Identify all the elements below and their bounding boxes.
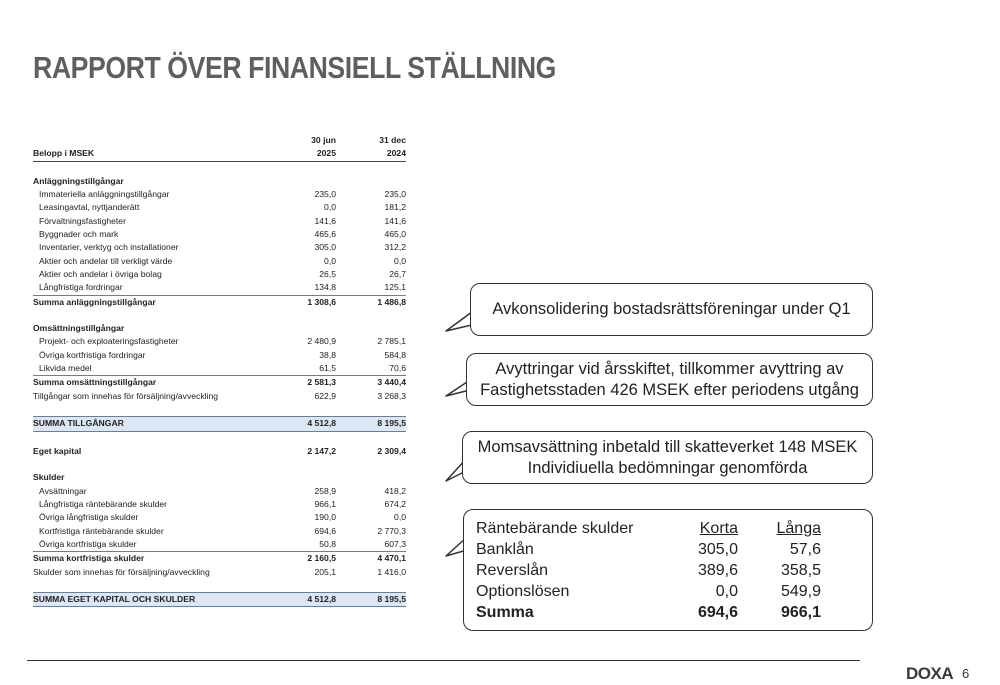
balance-sheet-table: [33, 134, 406, 607]
table-row: Aktier och andelar i övriga bolag 26,5 26,7: [39, 268, 406, 279]
table-row: Byggnader och mark 465,6 465,0: [39, 229, 406, 240]
callout-avyttringar: [466, 353, 873, 406]
unit-label: Belopp i MSEK: [33, 148, 95, 159]
table-row: Tillgångar som innehas för försäljning/avveckling 622,9 3 268,3: [33, 390, 406, 401]
table-row: Övriga kortfristiga skulder 50,8 607,3: [33, 538, 406, 552]
table-row: Likvida medel 61,5 70,6: [33, 362, 406, 376]
callout-text-line2: Fastighetsstaden 426 MSEK efter periodens utgång: [480, 380, 859, 399]
interest-bearing-debt-box: [463, 509, 873, 631]
table-row: Kortfristiga räntebärande skulder 694,6 2 770,3: [39, 525, 406, 536]
callout-text: Avkonsolidering bostadsrättsföreningar under Q1: [492, 300, 851, 318]
table-row: Avsättningar 258,9 418,2: [39, 485, 406, 496]
callout-avkonsolidering: [470, 283, 873, 336]
table-row: Långfristiga fordringar 134,8 125,1: [33, 281, 406, 295]
table-subtotal-row: Eget kapital 2 147,2 2 309,4: [33, 445, 406, 456]
table-subtotal-row: Summa kortfristiga skulder 2 160,5 4 470,1: [33, 553, 406, 564]
debt-row: Optionslösen 0,0 549,9: [476, 583, 821, 600]
debt-header-row: Räntebärande skulder Korta Långa: [476, 520, 821, 537]
table-row: Övriga kortfristiga fordringar 38,8 584,8: [39, 349, 406, 360]
debt-row: Reverslån 389,6 358,5: [476, 562, 821, 579]
table-row: Förvaltningsfastigheter 141,6 141,6: [39, 215, 406, 226]
table-row: Inventarier, verktyg och installationer 305,0 312,2: [39, 242, 406, 253]
section-heading: Anläggningstillgångar: [33, 175, 124, 186]
table-subtotal-row: Summa anläggningstillgångar 1 308,6 1 486,8: [33, 296, 406, 307]
table-row: Övriga långfristiga skulder 190,0 0,0: [39, 512, 406, 523]
table-total-row: SUMMA TILLGÅNGAR 4 512,8 8 195,5: [33, 416, 406, 431]
table-row: Skulder som innehas för försäljning/avveckling 205,1 1 416,0: [33, 566, 406, 577]
callout-text-line1: Momsavsättning inbetald till skatteverket 148 MSEK: [477, 437, 858, 456]
callout-text-line1: Avyttringar vid årsskiftet, tillkommer avyttring av: [495, 359, 844, 378]
col2-header-line1: 31 dec: [379, 135, 406, 145]
section-heading: Omsättningstillgångar: [33, 323, 125, 334]
footer-divider: [27, 660, 860, 661]
col1-header-line1: 30 jun: [311, 135, 336, 145]
doxa-logo: DOXA: [906, 664, 954, 683]
table-header-row-1: [33, 134, 406, 147]
page-number: 6: [962, 666, 970, 681]
table-row: Leasingavtal, nyttjanderätt 0,0 181,2: [39, 202, 406, 213]
page-title: RAPPORT ÖVER FINANSIELL STÄLLNING: [33, 50, 556, 85]
table-row: Projekt- och exploateringsfastigheter 2 480,9 2 785,1: [39, 336, 406, 347]
table-row: Immateriella anläggningstillgångar 235,0 235,0: [39, 189, 406, 200]
table-total-row: SUMMA EGET KAPITAL OCH SKULDER 4 512,8 8 195,5: [33, 592, 406, 607]
table-row: Aktier och andelar till verkligt värde 0,0 0,0: [39, 255, 406, 266]
callout-text-line2: Individiuella bedömningar genomförda: [527, 458, 808, 477]
col1-header-line2: 2025: [316, 148, 336, 159]
col2-header-line2: 2024: [386, 148, 406, 159]
table-subtotal-row: Summa omsättningstillgångar 2 581,3 3 440,4: [33, 377, 406, 388]
debt-row: Banklån 305,0 57,6: [476, 541, 821, 558]
callout-moms: [462, 431, 873, 484]
table-row: Långfristiga räntebärande skulder 966,1 674,2: [39, 499, 406, 510]
table-header-row-2: [33, 147, 406, 161]
debt-sum-row: Summa 694,6 966,1: [476, 604, 821, 621]
section-heading: Skulder: [33, 472, 65, 483]
